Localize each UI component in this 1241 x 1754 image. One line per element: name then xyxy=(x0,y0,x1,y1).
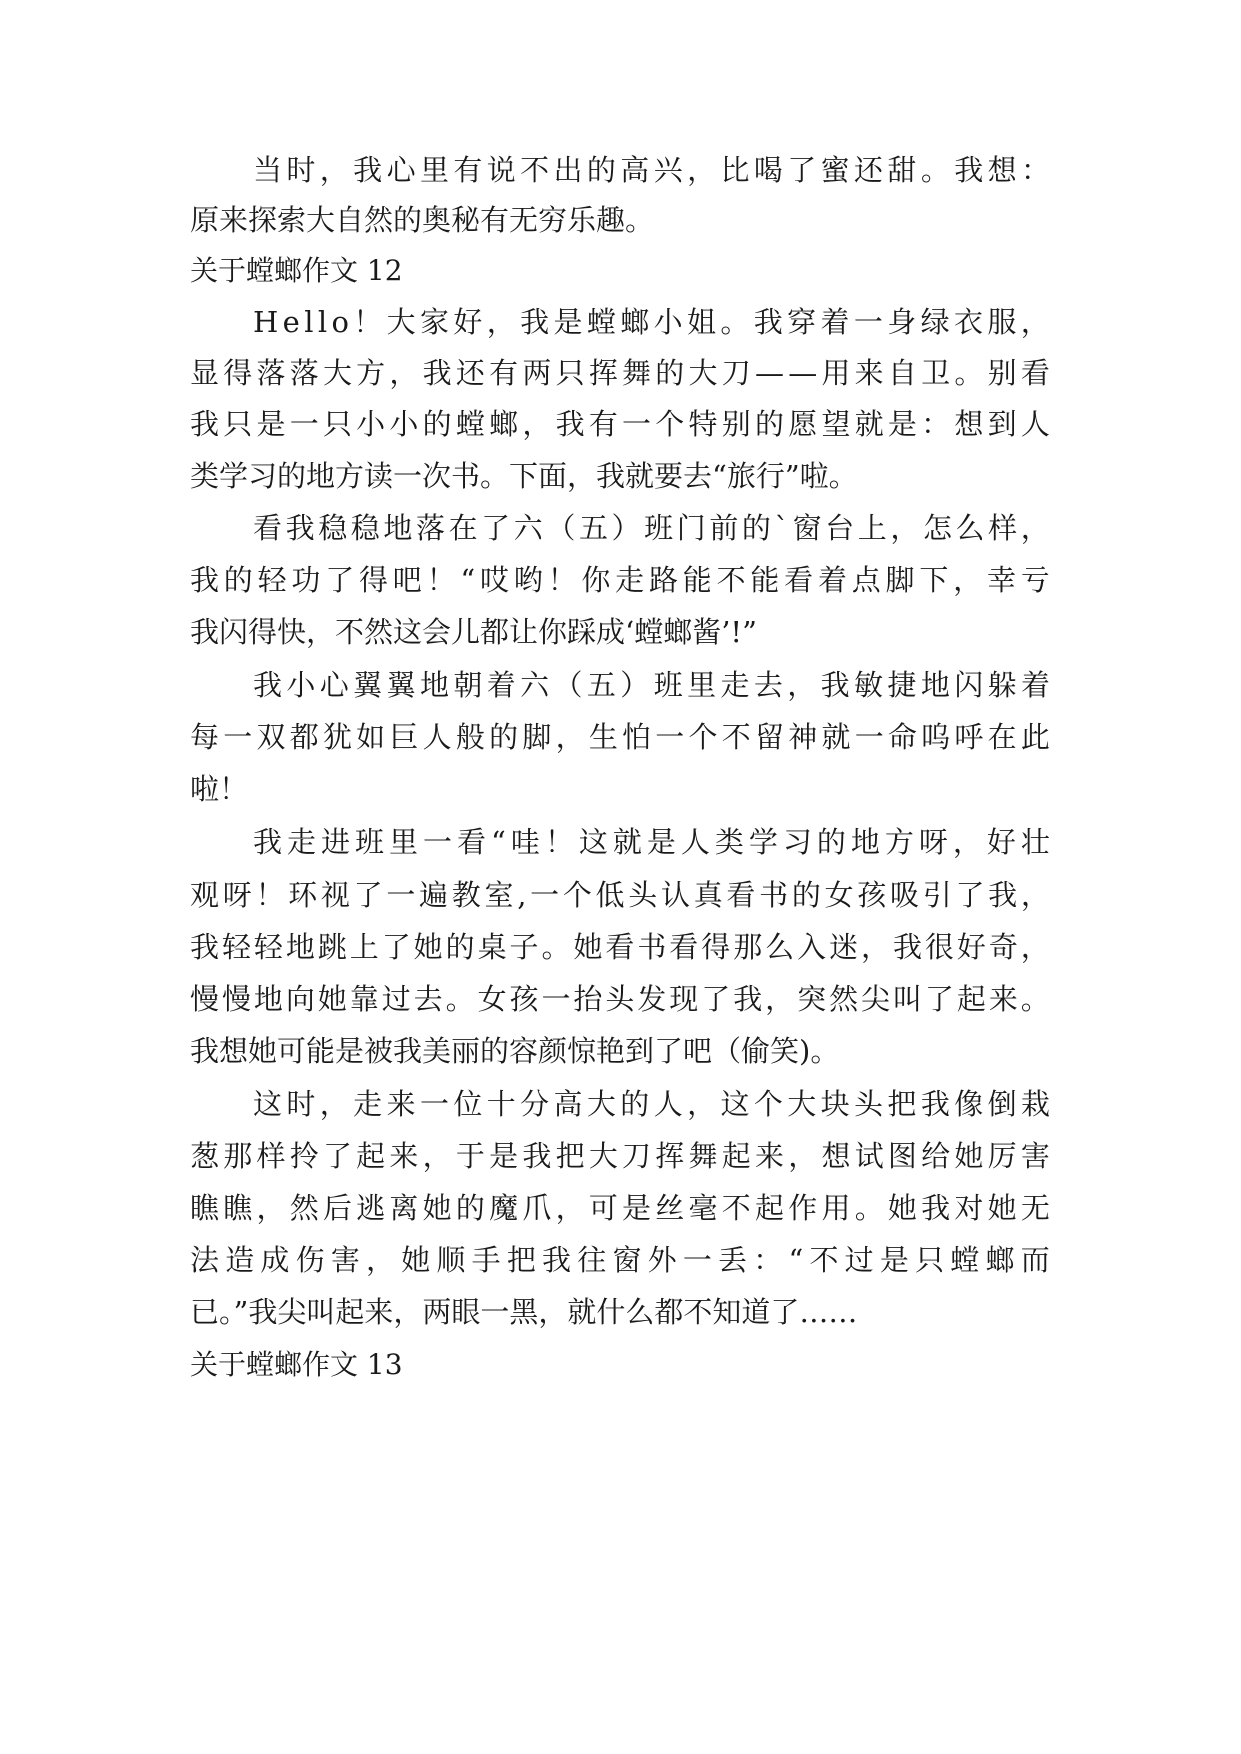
paragraph-line: 我想她可能是被我美丽的容颜惊艳到了吧（偷笑)。 xyxy=(190,1034,840,1068)
paragraph-line: 我 小 心 翼 翼 地 朝 着 六 （ 五 ） 班 里 走 去 ， 我 敏 捷 地 闪 躲 着 xyxy=(253,668,1050,702)
paragraph-line: 法 造 成 伤 害 ， 她 顺 手 把 我 往 窗 外 一 丢 ： “ 不 过 是 只 螳 螂 而 xyxy=(190,1243,1050,1277)
paragraph-line: 类学习的地方读一次书。下面，我就要去“旅行”啦。 xyxy=(190,459,858,493)
paragraph-line: 我 走 进 班 里 一 看 “ 哇 ！ 这 就 是 人 类 学 习 的 地 方 呀 ， 好 壮 xyxy=(253,825,1050,859)
paragraph-line: 葱 那 样 拎 了 起 来 ， 于 是 我 把 大 刀 挥 舞 起 来 ， 想 试 图 给 她 厉 害 xyxy=(190,1139,1050,1173)
paragraph-line: 这 时 ， 走 来 一 位 十 分 高 大 的 人 ， 这 个 大 块 头 把 我 像 倒 栽 xyxy=(253,1087,1050,1121)
paragraph-line: 看 我 稳 稳 地 落 在 了 六 （ 五 ） 班 门 前 的 ` 窗 台 上 ， 怎 么 样 ， xyxy=(253,511,1050,545)
paragraph-line: 观 呀 ！ 环 视 了 一 遍 教 室 , 一 个 低 头 认 真 看 书 的 女 孩 吸 引 了 我 ， xyxy=(190,878,1050,912)
section-heading: 关于螳螂作文 12 xyxy=(190,254,403,287)
paragraph-line: 原来探索大自然的奥秘有无穷乐趣。 xyxy=(190,203,655,237)
paragraph-line: 显 得 落 落 大 方 ， 我 还 有 两 只 挥 舞 的 大 刀 — — 用 来 自 卫 。 别 看 xyxy=(190,356,1050,390)
paragraph-line: 已。”我尖叫起来，两眼一黑，就什么都不知道了…… xyxy=(190,1295,858,1329)
paragraph-line: 我 轻 轻 地 跳 上 了 她 的 桌 子 。 她 看 书 看 得 那 么 入 迷 ， 我 很 好 奇 ， xyxy=(190,930,1050,964)
paragraph-line: 每 一 双 都 犹 如 巨 人 般 的 脚 ， 生 怕 一 个 不 留 神 就 一 命 呜 呼 在 此 xyxy=(190,720,1050,754)
paragraph-line: 我闪得快，不然这会儿都让你踩成‘螳螂酱’!” xyxy=(190,615,757,649)
paragraph-line: 我 只 是 一 只 小 小 的 螳 螂 ， 我 有 一 个 特 别 的 愿 望 就 是 ： 想 到 人 xyxy=(190,407,1050,441)
paragraph-line: 我 的 轻 功 了 得 吧 ！ “ 哎 哟 ！ 你 走 路 能 不 能 看 着 点 脚 下 ， 幸 亏 xyxy=(190,563,1050,597)
paragraph-line: 慢 慢 地 向 她 靠 过 去 。 女 孩 一 抬 头 发 现 了 我 ， 突 然 尖 叫 了 起 来 。 xyxy=(190,982,1050,1016)
paragraph-line: H e l l o ！ 大 家 好 ， 我 是 螳 螂 小 姐 。 我 穿 着 一 身 绿 衣 服 ， xyxy=(253,305,1050,339)
section-heading: 关于螳螂作文 13 xyxy=(190,1348,403,1381)
paragraph-line: 当 时 ， 我 心 里 有 说 不 出 的 高 兴 ， 比 喝 了 蜜 还 甜 。 我 想 ： xyxy=(253,153,1050,187)
paragraph-line: 瞧 瞧 ， 然 后 逃 离 她 的 魔 爪 ， 可 是 丝 毫 不 起 作 用 。 她 我 对 她 无 xyxy=(190,1191,1050,1225)
paragraph-line: 啦！ xyxy=(190,772,249,806)
